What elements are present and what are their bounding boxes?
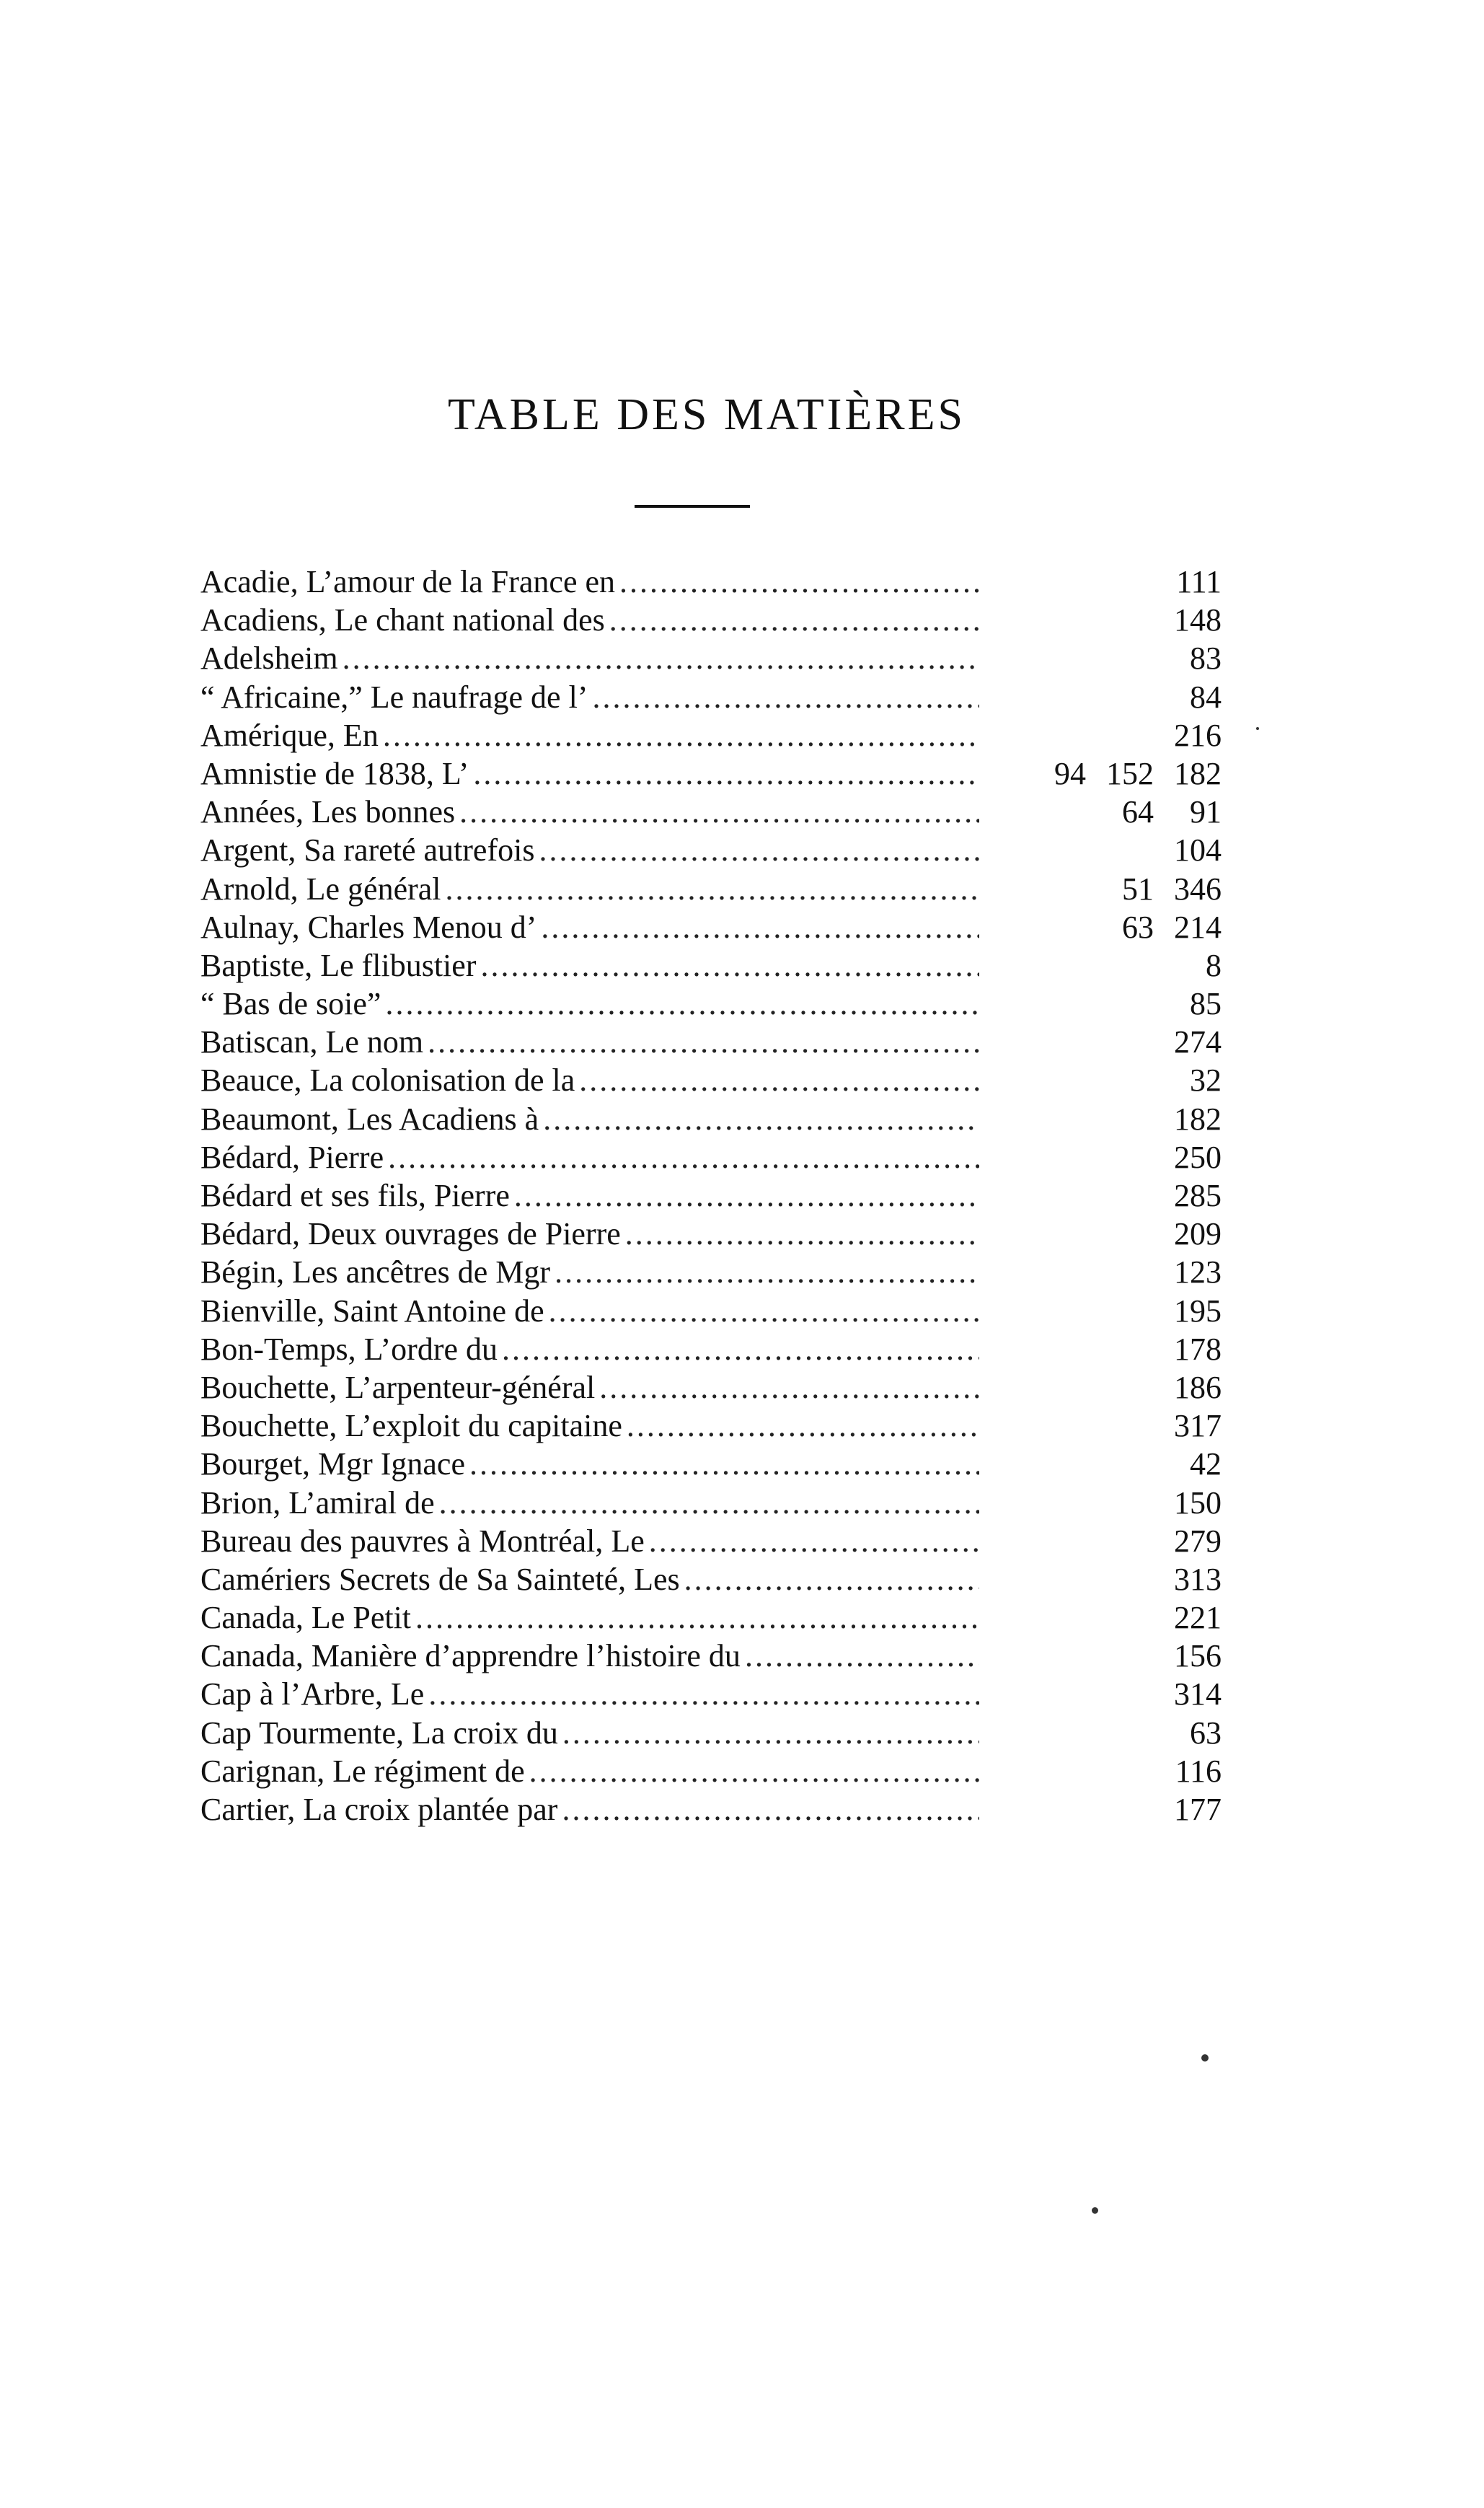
entry-title: Canada, Le Petit (200, 1600, 412, 1636)
dot-leader (562, 1714, 979, 1752)
entry-pages (984, 1675, 1222, 1713)
entry-title: Baptiste, Le flibustier (200, 947, 477, 983)
page-number: 63 (1122, 909, 1154, 945)
page-number: 182 (1174, 1101, 1222, 1137)
page-number: 150 (1174, 1484, 1222, 1521)
entry-title: Aulnay, Charles Menou d’ (200, 909, 537, 945)
entry-pages (984, 1292, 1222, 1330)
entry-title: Beauce, La colonisation de la (200, 1062, 575, 1099)
entry-title: Bédard et ses fils, Pierre (200, 1178, 510, 1213)
dot-leader (388, 1138, 979, 1176)
dot-leader (543, 1100, 979, 1138)
entry-pages (984, 831, 1222, 869)
toc-entry (200, 1176, 1222, 1215)
page-title: TABLE DES MATIÈRES (447, 390, 966, 439)
entry-pages (984, 1714, 1222, 1752)
page-number: 91 (1190, 794, 1222, 830)
entry-title: Bédard, Deux ouvrages de Pierre (200, 1216, 621, 1252)
entry-pages (984, 870, 1222, 908)
page-number: 63 (1190, 1715, 1222, 1751)
entry-pages (984, 1061, 1222, 1099)
entry-pages (984, 1138, 1222, 1176)
dot-leader (514, 1176, 979, 1215)
toc-entry (200, 1484, 1222, 1522)
entry-title: Camériers Secrets de Sa Sainteté, Les (200, 1561, 680, 1597)
toc-entry (200, 1714, 1222, 1752)
entry-title: Amérique, En (200, 717, 379, 753)
toc-entry (200, 601, 1222, 639)
entry-pages (984, 601, 1222, 639)
entry-title: Arnold, Le général (200, 871, 441, 907)
toc-entry (200, 908, 1222, 946)
toc-entry (200, 831, 1222, 869)
entry-pages (984, 1100, 1222, 1138)
scan-speck (1201, 2054, 1209, 2062)
entry-pages (984, 908, 1222, 946)
page-number: 313 (1174, 1561, 1222, 1597)
entry-title: Beaumont, Les Acadiens à (200, 1101, 539, 1137)
entry-title: Bourget, Mgr Ignace (200, 1446, 465, 1482)
dot-leader (541, 908, 979, 946)
toc-entry (200, 563, 1222, 601)
toc-entry (200, 678, 1222, 716)
entry-pages (984, 1215, 1222, 1253)
page-number: 123 (1174, 1254, 1222, 1290)
dot-leader (415, 1598, 979, 1637)
dot-leader (343, 639, 979, 677)
scan-speck (1256, 727, 1259, 730)
dot-leader (473, 754, 979, 793)
entry-title: Argent, Sa rareté autrefois (200, 832, 535, 868)
entry-title: Amnistie de 1838, L’ (200, 755, 469, 791)
page-number: 156 (1174, 1638, 1222, 1674)
scan-speck (1092, 2207, 1098, 2214)
entry-pages (984, 754, 1222, 793)
entry-title: Bouchette, L’exploit du capitaine (200, 1408, 622, 1444)
toc-entry (200, 1560, 1222, 1598)
entry-pages (984, 639, 1222, 677)
entry-pages (984, 1790, 1222, 1829)
entry-pages (984, 1598, 1222, 1637)
toc-entry (200, 1598, 1222, 1637)
entry-title: Cap à l’Arbre, Le (200, 1676, 425, 1712)
page-number: 83 (1190, 641, 1222, 677)
entry-title: Canada, Manière d’apprendre l’histoire du (200, 1638, 741, 1674)
page-number: 104 (1174, 832, 1222, 868)
entry-title: Cap Tourmente, La croix du (200, 1715, 558, 1751)
page-number: 250 (1174, 1139, 1222, 1175)
page-number: 186 (1174, 1369, 1222, 1405)
toc-entry (200, 639, 1222, 677)
entry-pages (984, 1253, 1222, 1291)
page-number: 182 (1174, 755, 1222, 791)
page-number: 214 (1174, 909, 1222, 945)
dot-leader (649, 1522, 979, 1560)
toc-entry (200, 1522, 1222, 1560)
entry-title: Carignan, Le régiment de (200, 1753, 525, 1789)
entry-pages (984, 946, 1222, 985)
entry-pages (984, 1330, 1222, 1368)
dot-leader (385, 985, 979, 1023)
page-number: 314 (1174, 1676, 1222, 1712)
entry-title: Brion, L’amiral de (200, 1484, 435, 1521)
toc-entry (200, 1368, 1222, 1407)
toc-entry (200, 1023, 1222, 1061)
page-number: 178 (1174, 1331, 1222, 1367)
entry-pages (984, 1368, 1222, 1407)
page-number: 94 (1054, 755, 1086, 791)
dot-leader (579, 1061, 979, 1099)
page-number: 274 (1174, 1024, 1222, 1060)
table-of-contents (200, 563, 1222, 1829)
page-number: 279 (1174, 1523, 1222, 1559)
entry-title: Bégin, Les ancêtres de Mgr (200, 1254, 551, 1290)
toc-entry (200, 1061, 1222, 1099)
page-number: 221 (1174, 1600, 1222, 1636)
dot-leader (469, 1445, 979, 1483)
dot-leader (549, 1292, 979, 1330)
entry-pages (984, 1176, 1222, 1215)
dot-leader (383, 716, 979, 754)
entry-pages (984, 1522, 1222, 1560)
entry-pages (984, 678, 1222, 716)
page-number: 285 (1174, 1178, 1222, 1213)
dot-leader (539, 831, 979, 869)
toc-entry (200, 1675, 1222, 1713)
dot-leader (459, 793, 979, 831)
entry-pages (984, 1560, 1222, 1598)
toc-entry (200, 1292, 1222, 1330)
dot-leader (592, 678, 979, 716)
dot-leader (502, 1330, 979, 1368)
toc-entry (200, 793, 1222, 831)
entry-pages (984, 1752, 1222, 1790)
page-number: 84 (1190, 679, 1222, 715)
dot-leader (599, 1368, 979, 1407)
toc-entry (200, 1445, 1222, 1483)
toc-entry (200, 1637, 1222, 1675)
entry-pages (984, 1407, 1222, 1445)
page-number: 32 (1190, 1062, 1222, 1099)
entry-title: Acadie, L’amour de la France en (200, 564, 616, 599)
page-number: 216 (1174, 717, 1222, 753)
dot-leader (609, 601, 979, 639)
dot-leader (446, 870, 979, 908)
entry-title: Années, Les bonnes (200, 794, 456, 830)
page-number: 148 (1174, 602, 1222, 638)
entry-pages (984, 985, 1222, 1023)
page-number: 209 (1174, 1216, 1222, 1252)
entry-title: Acadiens, Le chant national des (200, 602, 605, 638)
entry-title: Bouchette, L’arpenteur-général (200, 1369, 596, 1405)
page-number: 317 (1174, 1408, 1222, 1444)
entry-title: Batiscan, Le nom (200, 1024, 424, 1060)
entry-title: “ Africaine,” Le naufrage de l’ (200, 679, 588, 715)
toc-entry (200, 1407, 1222, 1445)
page-number: 152 (1106, 755, 1154, 791)
entry-pages (984, 563, 1222, 601)
page-number: 116 (1175, 1753, 1222, 1789)
toc-entry (200, 985, 1222, 1023)
entry-title: Bienville, Saint Antoine de (200, 1293, 544, 1329)
dot-leader (428, 1675, 979, 1713)
toc-entry (200, 1330, 1222, 1368)
page-number: 111 (1176, 564, 1222, 599)
toc-entry (200, 946, 1222, 985)
dot-leader (428, 1023, 979, 1061)
toc-entry (200, 1215, 1222, 1253)
dot-leader (480, 946, 979, 985)
entry-pages (984, 716, 1222, 754)
entry-title: Bon-Temps, L’ordre du (200, 1331, 498, 1367)
dot-leader (619, 563, 979, 601)
page-number: 346 (1174, 871, 1222, 907)
entry-title: Bédard, Pierre (200, 1139, 384, 1175)
entry-pages (984, 1023, 1222, 1061)
dot-leader (627, 1407, 979, 1445)
entry-pages (984, 1445, 1222, 1483)
entry-pages (984, 1637, 1222, 1675)
page-number: 195 (1174, 1293, 1222, 1329)
page-number: 85 (1190, 986, 1222, 1022)
toc-entry (200, 1752, 1222, 1790)
dot-leader (684, 1560, 979, 1598)
entry-title: Bureau des pauvres à Montréal, Le (200, 1523, 645, 1559)
toc-entry (200, 870, 1222, 908)
entry-title: Cartier, La croix plantée par (200, 1792, 558, 1827)
dot-leader (529, 1752, 979, 1790)
toc-entry (200, 754, 1222, 793)
entry-title: “ Bas de soie” (200, 986, 381, 1022)
dot-leader (555, 1253, 979, 1291)
page-number: 42 (1190, 1446, 1222, 1482)
entry-pages (984, 1484, 1222, 1522)
page-number: 51 (1122, 871, 1154, 907)
dot-leader (562, 1790, 979, 1829)
toc-entry (200, 1790, 1222, 1829)
title-rule (635, 505, 750, 508)
dot-leader (439, 1484, 979, 1522)
dot-leader (625, 1215, 979, 1253)
page-number: 64 (1122, 794, 1154, 830)
page-number: 177 (1174, 1792, 1222, 1827)
dot-leader (745, 1637, 979, 1675)
toc-entry (200, 716, 1222, 754)
toc-entry (200, 1138, 1222, 1176)
entry-pages (984, 793, 1222, 831)
entry-title: Adelsheim (200, 641, 338, 677)
toc-entry (200, 1253, 1222, 1291)
page-number: 8 (1206, 947, 1222, 983)
toc-entry (200, 1100, 1222, 1138)
